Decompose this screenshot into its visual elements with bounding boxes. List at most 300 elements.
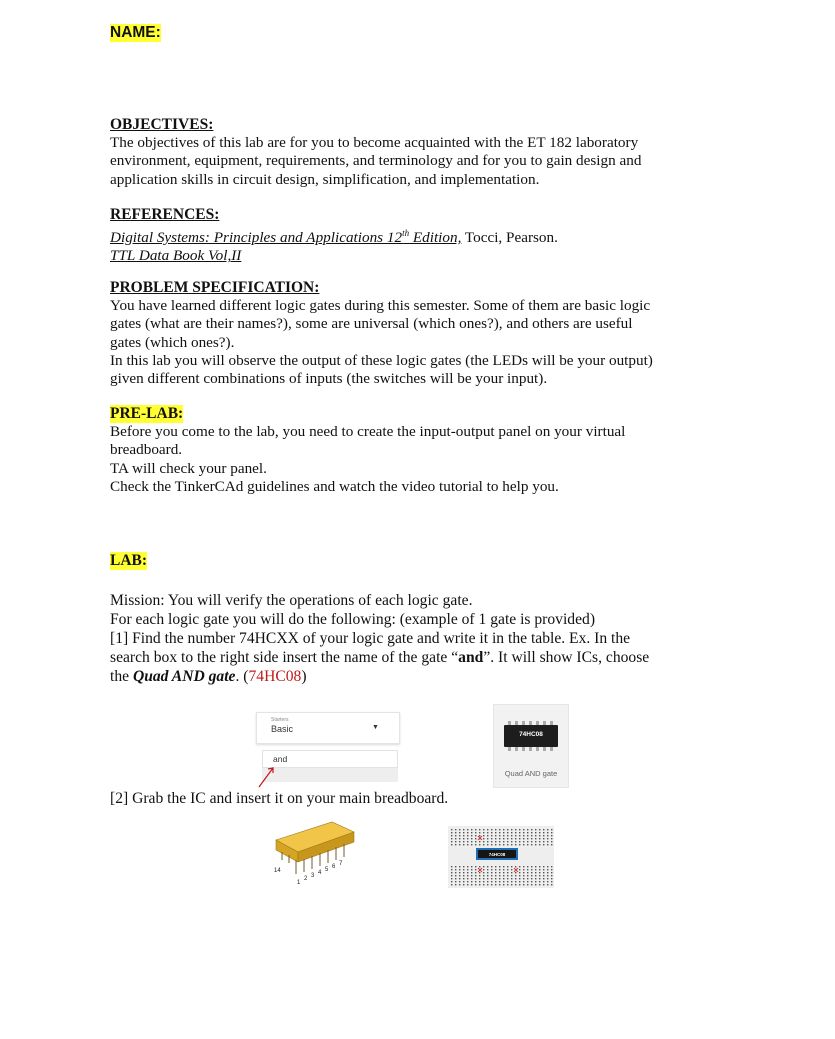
breadboard-hole [467,881,468,882]
breadboard-hole [471,869,472,870]
breadboard-hole [543,875,544,876]
breadboard-hole [479,829,480,830]
breadboard-hole [487,866,488,867]
ic-pin [529,747,532,751]
breadboard-hole [539,884,540,885]
breadboard-hole [459,881,460,882]
breadboard-hole [487,841,488,842]
ic-chip-label: 74HC08 [519,731,543,738]
dip-pin-label: 6 [332,864,336,870]
breadboard-hole [503,869,504,870]
breadboard-hole [511,829,512,830]
breadboard-hole [511,866,512,867]
problem-line: In this lab you will observe the output of these logic gates (the LEDs will be your output) [110,351,653,369]
breadboard-hole [519,844,520,845]
breadboard-hole [503,866,504,867]
breadboard-hole [551,844,552,845]
breadboard-hole [471,884,472,885]
breadboard-hole [475,884,476,885]
breadboard-hole [527,844,528,845]
dip-pin-label: 4 [318,870,322,876]
breadboard-hole [519,875,520,876]
search-value: and [273,754,288,764]
breadboard-hole [499,878,500,879]
breadboard-hole [491,844,492,845]
breadboard-hole [531,844,532,845]
breadboard-hole [515,844,516,845]
breadboard-hole [483,869,484,870]
lab-section [110,552,730,570]
lab-body [110,591,730,686]
ic-pin [508,747,511,751]
breadboard-hole [491,838,492,839]
objectives-line: The objectives of this lab are for you to become acquainted with the ET 182 laboratory [110,134,639,152]
breadboard-hole [467,878,468,879]
breadboard-hole [459,829,460,830]
breadboard-hole [523,838,524,839]
breadboard-hole [451,878,452,879]
breadboard-hole [523,835,524,836]
breadboard-hole [523,878,524,879]
breadboard-hole [511,869,512,870]
breadboard-hole [547,869,548,870]
breadboard-hole [511,884,512,885]
breadboard-hole [495,844,496,845]
breadboard-hole [463,866,464,867]
breadboard-hole [459,866,460,867]
breadboard-hole [515,884,516,885]
breadboard-hole [463,832,464,833]
breadboard-hole [535,844,536,845]
breadboard-hole [527,832,528,833]
breadboard-hole [487,869,488,870]
breadboard-hole [463,884,464,885]
breadboard-hole [455,875,456,876]
objectives-line: application skills in circuit design, simplification, and implementation. [110,170,540,188]
breadboard-hole [491,829,492,830]
breadboard-hole [499,844,500,845]
breadboard-hole [475,835,476,836]
breadboard-hole [539,869,540,870]
breadboard-hole [487,881,488,882]
breadboard-hole [511,835,512,836]
breadboard-hole [507,844,508,845]
breadboard-hole [499,881,500,882]
breadboard-hole [503,881,504,882]
ic-pin [529,721,532,725]
breadboard-hole [491,832,492,833]
breadboard-hole [511,832,512,833]
breadboard-hole [507,875,508,876]
breadboard-hole [535,872,536,873]
breadboard-hole [471,878,472,879]
breadboard-hole [503,844,504,845]
breadboard-hole [475,838,476,839]
ic-pin [543,747,546,751]
ic-pin [536,721,539,725]
breadboard-hole [507,881,508,882]
breadboard-hole [459,884,460,885]
breadboard-hole [479,884,480,885]
breadboard-hole [503,838,504,839]
breadboard-hole [483,844,484,845]
breadboard-hole [551,869,552,870]
breadboard-hole [467,829,468,830]
lab-step2-block [110,789,710,808]
breadboard-hole [515,832,516,833]
breadboard-hole [479,878,480,879]
breadboard-hole [507,869,508,870]
breadboard-hole [539,835,540,836]
breadboard-hole [551,872,552,873]
breadboard-hole [499,869,500,870]
breadboard-hole [451,829,452,830]
breadboard-hole [471,875,472,876]
breadboard-hole [455,838,456,839]
ic-pin [515,747,518,751]
breadboard-hole [523,866,524,867]
breadboard-hole [539,878,540,879]
breadboard-hole [507,872,508,873]
starters-dropdown[interactable] [256,712,400,744]
breadboard-hole [475,829,476,830]
ic-number: 74HC08 [248,668,302,685]
reference-1: Digital Systems: Principles and Applications 12th Edition, Tocci, Pearson. [110,228,558,247]
breadboard-hole [459,832,460,833]
breadboard-hole [495,835,496,836]
breadboard-hole [515,841,516,842]
breadboard-hole [471,829,472,830]
breadboard-hole [547,829,548,830]
breadboard-hole [499,832,500,833]
breadboard-hole [503,841,504,842]
breadboard-hole [503,835,504,836]
breadboard-hole [531,841,532,842]
breadboard-hole [523,829,524,830]
breadboard-hole [519,829,520,830]
breadboard-hole [543,844,544,845]
breadboard-hole [523,832,524,833]
ic-pin [508,721,511,725]
breadboard-hole [543,841,544,842]
breadboard-hole [479,875,480,876]
breadboard-hole [539,829,540,830]
breadboard-hole [499,884,500,885]
ic-pin [536,747,539,751]
breadboard-hole [551,841,552,842]
breadboard-hole [479,844,480,845]
lab-mission: Mission: You will verify the operations of each logic gate. [110,592,473,609]
breadboard-hole [535,878,536,879]
breadboard-hole [491,835,492,836]
breadboard-hole [539,872,540,873]
breadboard-chip-label: 74HC08 [488,852,506,857]
breadboard-hole [463,869,464,870]
breadboard-hole [475,866,476,867]
breadboard-hole [467,872,468,873]
breadboard-hole [503,872,504,873]
breadboard-hole [479,832,480,833]
breadboard-hole [531,884,532,885]
breadboard-hole [491,866,492,867]
breadboard-hole [467,869,468,870]
breadboard-hole [455,832,456,833]
breadboard-hole [499,835,500,836]
breadboard-hole [519,835,520,836]
problem-line: given different combinations of inputs (the switches will be your input). [110,370,548,388]
breadboard-hole [507,884,508,885]
breadboard-hole [495,878,496,879]
breadboard-hole [483,866,484,867]
problem-line: gates (which ones?). [110,333,235,351]
problem-line: gates (what are their names?), some are universal (which ones?), and others are useful [110,315,633,333]
starters-value: Basic [271,724,294,734]
breadboard-hole [547,881,548,882]
breadboard-hole [503,875,504,876]
breadboard-hole [487,884,488,885]
breadboard-hole [547,884,548,885]
dip-pin-label: 7 [339,861,343,867]
breadboard-hole [527,872,528,873]
breadboard-hole [531,838,532,839]
breadboard-hole [455,835,456,836]
breadboard-hole [483,875,484,876]
dip-pin-label: 5 [325,867,329,873]
breadboard-hole [519,866,520,867]
breadboard-hole [507,841,508,842]
ic-pin [522,747,525,751]
breadboard-hole [475,832,476,833]
breadboard-hole [483,835,484,836]
breadboard-hole [539,841,540,842]
breadboard-hole [459,875,460,876]
breadboard-hole [539,844,540,845]
breadboard-hole [547,872,548,873]
breadboard-hole [479,872,480,873]
breadboard-hole [463,844,464,845]
breadboard-hole [543,872,544,873]
dip-pin-label: 3 [311,873,315,879]
breadboard-hole [487,844,488,845]
breadboard-hole [451,875,452,876]
breadboard-hole [463,872,464,873]
breadboard-hole [527,878,528,879]
breadboard-hole [479,881,480,882]
breadboard-hole [459,835,460,836]
breadboard-hole [463,875,464,876]
breadboard-hole [499,875,500,876]
breadboard-hole [527,875,528,876]
breadboard-icon [448,826,554,888]
breadboard-hole [543,878,544,879]
breadboard-hole [455,829,456,830]
breadboard-hole [535,866,536,867]
references-section [110,206,710,266]
breadboard-hole [543,832,544,833]
breadboard-hole [499,841,500,842]
breadboard-figure [448,826,554,888]
reference-1-title: Digital Systems: Principles and Applications 12th Edition, [110,228,462,247]
breadboard-hole [467,884,468,885]
problem-heading: PROBLEM SPECIFICATION: [110,279,320,296]
breadboard-hole [527,884,528,885]
ic-pin [522,721,525,725]
breadboard-hole [475,869,476,870]
breadboard-hole [503,878,504,879]
breadboard-hole [547,841,548,842]
breadboard-hole [479,841,480,842]
breadboard-hole [463,835,464,836]
breadboard-hole [495,841,496,842]
breadboard-hole [455,872,456,873]
breadboard-hole [451,835,452,836]
dip-chip-icon [270,814,360,890]
prelab-line: Before you come to the lab, you need to create the input-output panel on your virtual [110,423,626,441]
breadboard-hole [471,838,472,839]
breadboard-hole [543,829,544,830]
breadboard-hole [467,875,468,876]
breadboard-hole [487,829,488,830]
breadboard-hole [503,829,504,830]
breadboard-hole [511,872,512,873]
breadboard-hole [451,841,452,842]
breadboard-hole [515,835,516,836]
lab-step1-line1: [1] Find the number 74HCXX of your logic gate and write it in the table. Ex. In the [110,630,631,647]
breadboard-hole [523,881,524,882]
breadboard-hole [539,866,540,867]
breadboard-hole [547,866,548,867]
breadboard-hole [507,835,508,836]
breadboard-hole [547,835,548,836]
breadboard-hole [503,884,504,885]
breadboard-hole [491,841,492,842]
breadboard-hole [459,844,460,845]
dip-pin-label: 14 [274,868,281,874]
breadboard-hole [487,835,488,836]
breadboard-hole [495,866,496,867]
breadboard-hole [519,869,520,870]
breadboard-hole [543,866,544,867]
breadboard-hole [551,875,552,876]
breadboard-hole [459,878,460,879]
breadboard-hole [515,878,516,879]
breadboard-hole [467,844,468,845]
breadboard-hole [487,838,488,839]
breadboard-hole [535,881,536,882]
breadboard-hole [455,869,456,870]
ic-chip-icon [504,725,558,747]
breadboard-hole [511,875,512,876]
ic-card-caption: Quad AND gate [504,769,558,778]
ic-pin [543,721,546,725]
breadboard-hole [515,838,516,839]
breadboard-hole [491,872,492,873]
problem-section [110,279,710,388]
red-arrow-icon [256,760,286,790]
breadboard-hole [539,875,540,876]
search-panel-figure [256,712,398,788]
breadboard-hole [515,829,516,830]
breadboard-hole [491,875,492,876]
breadboard-hole [511,878,512,879]
breadboard-hole [467,832,468,833]
breadboard-hole [471,872,472,873]
breadboard-hole [515,872,516,873]
breadboard-hole [551,829,552,830]
problem-line: You have learned different logic gates during this semester. Some of them are basic logic [110,297,651,315]
breadboard-hole [531,878,532,879]
breadboard-hole [487,832,488,833]
breadboard-hole [495,832,496,833]
breadboard-hole [535,829,536,830]
breadboard-hole [471,881,472,882]
lab-step1-line3: the Quad AND gate. (74HC08) [110,668,307,685]
breadboard-hole [499,829,500,830]
breadboard-hole [531,829,532,830]
breadboard-hole [475,841,476,842]
breadboard-hole [507,866,508,867]
breadboard-hole [547,838,548,839]
breadboard-hole [463,838,464,839]
breadboard-hole [523,844,524,845]
breadboard-hole [543,869,544,870]
breadboard-hole [519,832,520,833]
breadboard-hole [507,838,508,839]
breadboard-hole [495,884,496,885]
breadboard-hole [535,835,536,836]
starters-caption: Starters [271,717,289,723]
breadboard-hole [451,872,452,873]
breadboard-hole [459,838,460,839]
objectives-line: environment, equipment, requirements, and terminology and for you to gain design and [110,152,642,170]
breadboard-hole [479,866,480,867]
breadboard-hole [523,875,524,876]
breadboard-hole [451,881,452,882]
breadboard-hole [495,875,496,876]
breadboard-hole [535,832,536,833]
breadboard-hole [463,881,464,882]
breadboard-hole [491,881,492,882]
breadboard-hole [459,841,460,842]
breadboard-hole [535,838,536,839]
breadboard-hole [535,875,536,876]
ic-card-figure [493,704,569,788]
objectives-heading: OBJECTIVES: [110,116,214,133]
breadboard-hole [495,881,496,882]
breadboard-hole [535,869,536,870]
prelab-heading: PRE-LAB: [110,405,184,422]
breadboard-hole [483,872,484,873]
breadboard-hole [467,835,468,836]
breadboard-hole [475,881,476,882]
breadboard-hole [531,881,532,882]
breadboard-hole [495,829,496,830]
breadboard-hole [455,884,456,885]
breadboard-hole [495,869,496,870]
prelab-line: breadboard. [110,441,183,459]
breadboard-hole [531,872,532,873]
breadboard-hole [543,835,544,836]
breadboard-hole [471,844,472,845]
breadboard-hole [451,866,452,867]
objectives-section [110,116,710,189]
breadboard-hole [527,881,528,882]
breadboard-hole [451,884,452,885]
breadboard-hole [527,829,528,830]
breadboard-hole [527,841,528,842]
breadboard-hole [455,844,456,845]
breadboard-hole [491,869,492,870]
